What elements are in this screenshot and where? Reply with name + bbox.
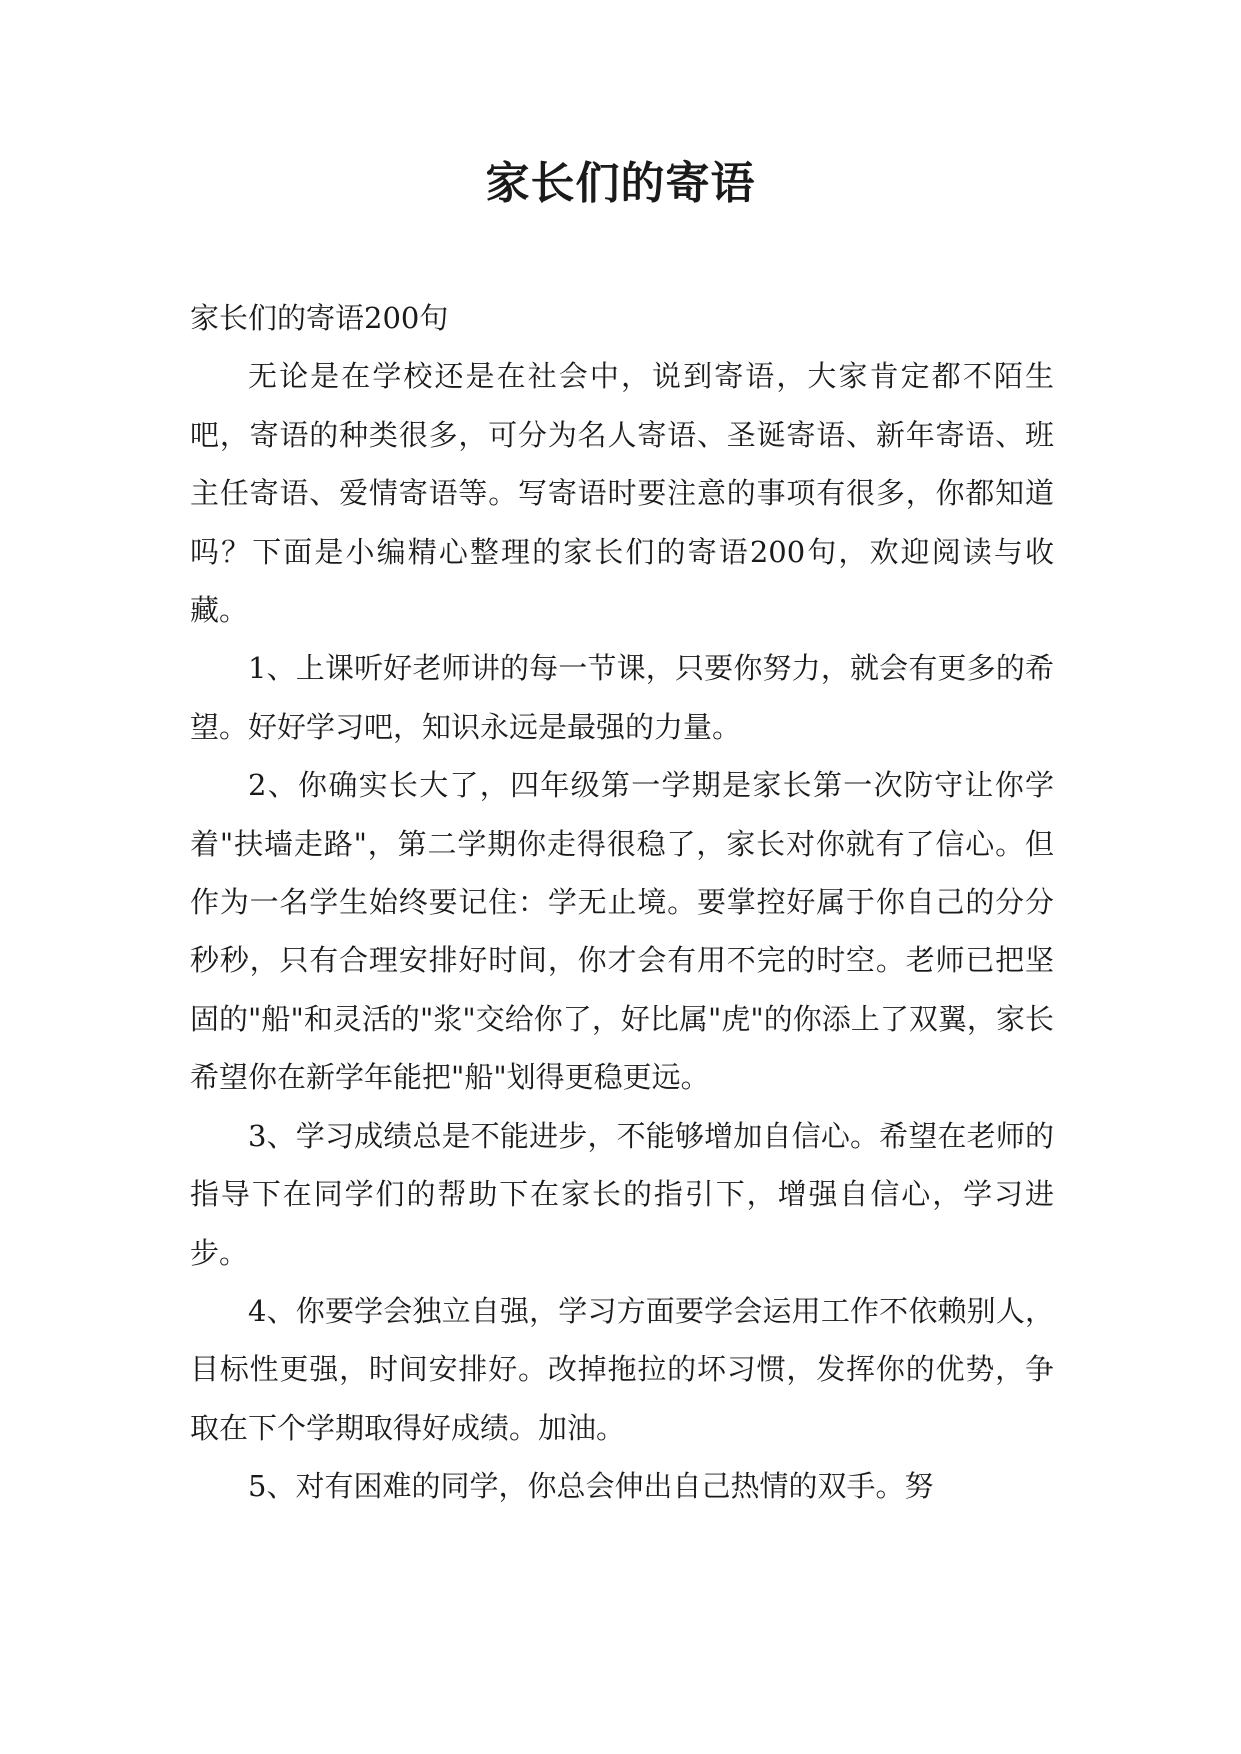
list-item: 2、你确实长大了，四年级第一学期是家长第一次防守让你学着"扶墙走路"，第二学期你走得很稳了，家长对你就有了信心。但作为一名学生始终要记住：学无止境。要掌控好属于你自己的分分秒秒，只有合理安排好时间，你才会有用不完的时空。老师已把坚固的"船"和灵活的"浆"交给你了，好比属"虎"的你添上了双翼，家长希望你在新学年能把"船"划得更稳更远。: [190, 768, 1054, 1095]
list-item: 5、对有困难的同学，你总会伸出自己热情的双手。努: [248, 1469, 934, 1504]
document-body: [190, 289, 1054, 1516]
list-item: 3、学习成绩总是不能进步，不能够增加自信心。希望在老师的指导下在同学们的帮助下在家长的指引下，增强自信心，学习进步。: [190, 1118, 1054, 1270]
document-title: 家长们的寄语: [485, 158, 756, 209]
list-item: 1、上课听好老师讲的每一节课，只要你努力，就会有更多的希望。好好学习吧，知识永远是最强的力量。: [190, 651, 1054, 744]
intro-paragraph: 无论是在学校还是在社会中，说到寄语，大家肯定都不陌生吧，寄语的种类很多，可分为名人寄语、圣诞寄语、新年寄语、班主任寄语、爱情寄语等。写寄语时要注意的事项有很多，你都知道吗？下面是小编精心整理的家长们的寄语200句，欢迎阅读与收藏。: [190, 359, 1054, 628]
document-subtitle: 家长们的寄语200句: [190, 301, 449, 335]
list-item: 4、你要学会独立自强，学习方面要学会运用工作不依赖别人，目标性更强，时间安排好。改掉拖拉的坏习惯，发挥你的优势，争取在下个学期取得好成绩。加油。: [190, 1293, 1054, 1445]
